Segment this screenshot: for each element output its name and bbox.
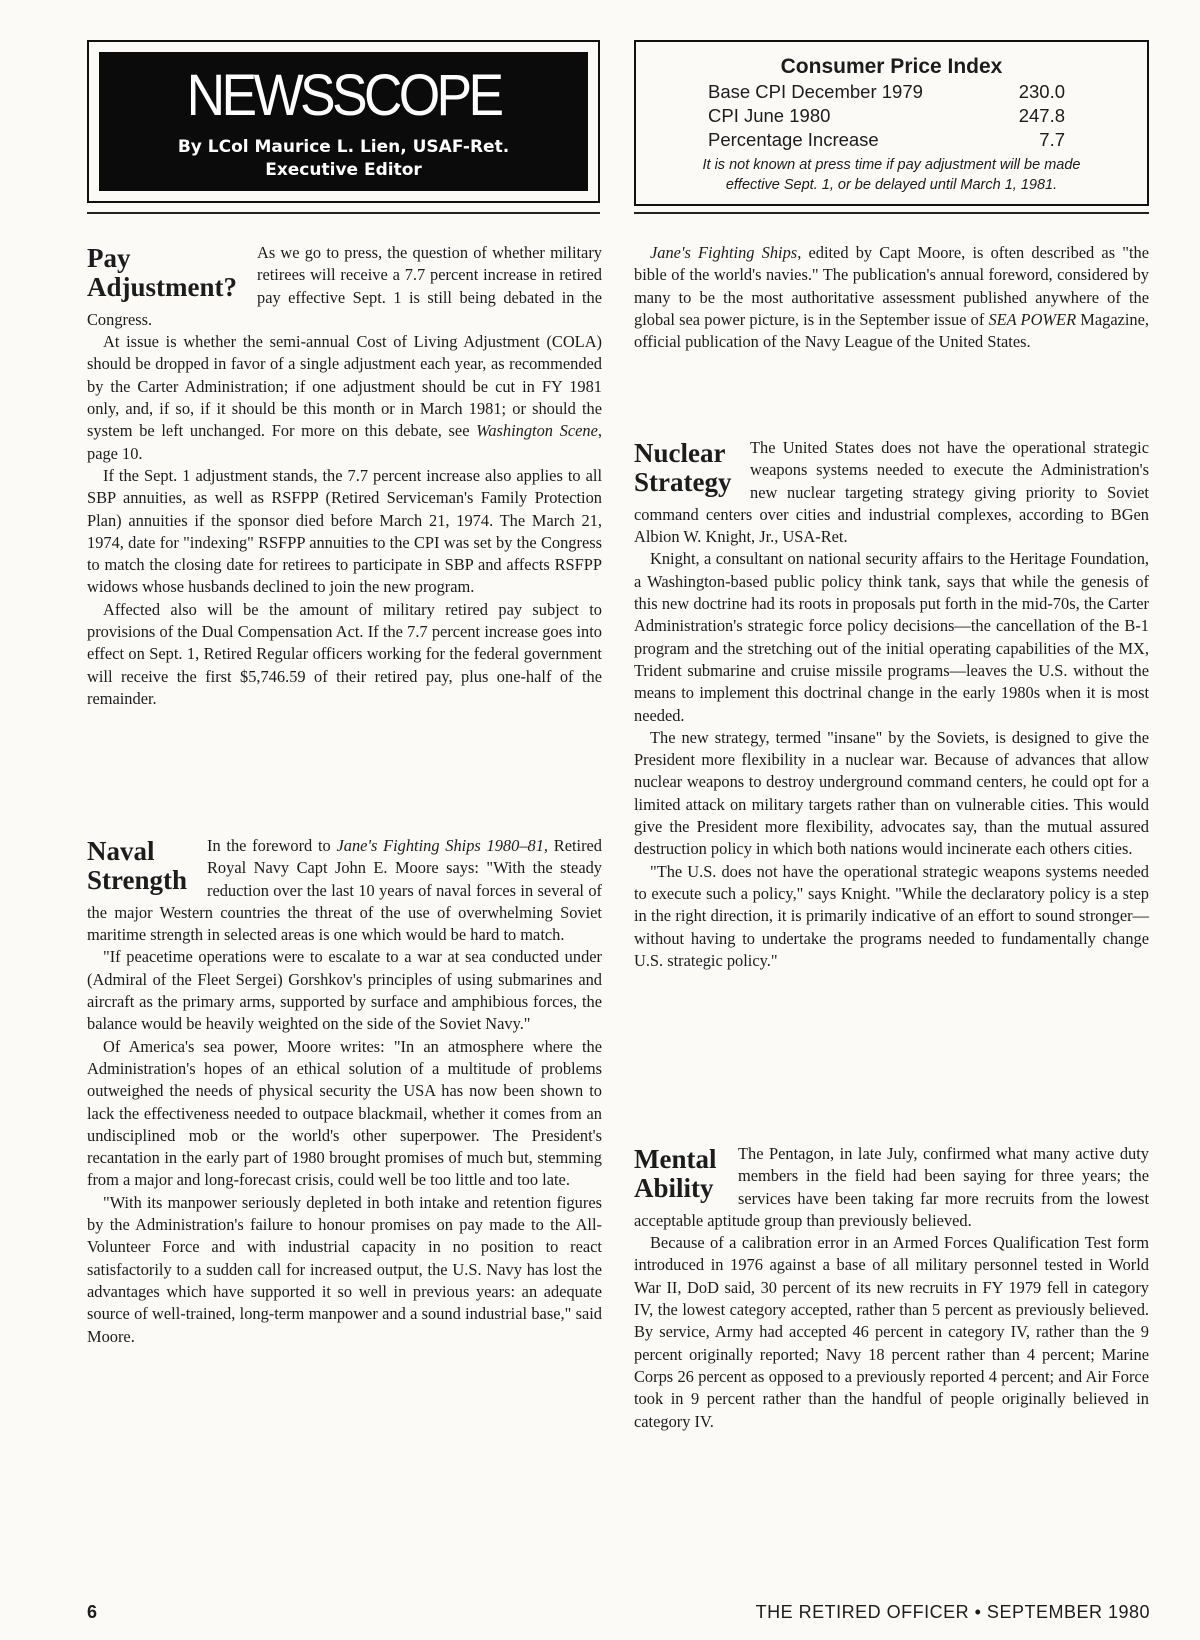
janes-ref: Jane's Fighting Ships	[650, 243, 798, 262]
heading-line: Adjustment?	[87, 272, 238, 302]
cpi-row	[636, 80, 1147, 104]
paragraph: Knight, a consultant on national security affairs to the Heritage Foundation, a Washington-based public policy think tank, says that while the genesis of this new doctrine had its roots in proposals put forth in the mid-70s, the Carter Administration's strategic force policy decisions—the cancellation of the B-1 program and the stretching out of the initial operating capabilities of the MX, Trident submarine and cruise missile programs—leaves the U.S. without the means to implement this doctrinal change in the early 1980s when it is most needed.	[634, 549, 1149, 725]
cpi-row-value: 230.0	[1018, 81, 1065, 102]
paragraph: If the Sept. 1 adjustment stands, the 7.7 percent increase also applies to all SBP annuities, as well as RSFPP (Retired Serviceman's Family Protection Plan) annuities if the sponsor died before March 21, 1974. The March 21, 1974, date for "indexing" RSFPP annuities to the CPI was set by the Congress to match the closing date for retirees to participate in SBP and affects RSFPP widows whose husbands declined to join the new program.	[87, 465, 602, 597]
cpi-note	[636, 155, 1147, 195]
magazine-footer: THE RETIRED OFFICER • SEPTEMBER 1980	[755, 1602, 1150, 1622]
paragraph: The United States does not have the operational strategic weapons systems needed to execute the Administration's new nuclear targeting strategy giving priority to Soviet command centers over cities and industrial complexes, according to BGen Albion W. Knight, Jr., USA-Ret.	[634, 438, 1149, 547]
byline-title: Executive Editor	[265, 160, 422, 180]
paragraph: "With its manpower seriously depleted in both intake and retention figures by the Administration's failure to honour promises on pay made to the All-Volunteer Force and with industrial capacity in no position to react satisfactorily to a sudden call for increased output, the U.S. Navy has lost the advantages which have supported it so well in previous years: an adequate source of well-trained, long-term manpower and a sound industrial base," said Moore.	[87, 1192, 602, 1346]
heading-nuclear-strategy	[634, 437, 750, 497]
heading-mental-ability	[634, 1143, 738, 1203]
paragraph: Jane's Fighting Ships, edited by Capt Moore, is often described as "the bible of the world's navies." The publication's annual foreword, considered by many to be the most authoritative assessment published anywhere of the global sea power picture, is in the September issue of SEA POWER Magazine, official publication of the Navy League of the United States.	[634, 243, 1149, 352]
paragraph: As we go to press, the question of whether military retirees will receive a 7.7 percent increase in retired pay effective Sept. 1 is still being debated in the Congress.	[87, 243, 602, 329]
paragraph: At issue is whether the semi-annual Cost of Living Adjustment (COLA) should be dropped in favor of a single adjustment each year, as recommended by the Carter Administration; if one adjustment should be cut in FY 1981 only, and, if so, if it should be this month or in March 1981; or should the system be left unchanged. For more on this debate, see Washington Scene, page 10.	[87, 332, 602, 463]
heading-line: Strategy	[634, 467, 732, 497]
byline-author: By LCol Maurice L. Lien, USAF-Ret.	[177, 137, 510, 157]
heading-line: Nuclear	[634, 438, 726, 468]
heading-line: Mental	[634, 1144, 717, 1174]
paragraph: "The U.S. does not have the operational strategic weapons systems needed to execute such a policy," says Knight. "While the declaratory policy is a step in the right direction, it is primarily indicative of an effort to sound stronger—without having to undertake the programs needed to fundamentally change U.S. strategic policy."	[634, 861, 1149, 970]
janes-ref: Jane's Fighting Ships 1980–81,	[336, 836, 549, 855]
newsscope-logo: NEWSSCOPE	[186, 63, 501, 128]
page-number: 6	[87, 1602, 98, 1622]
article-mental-ability	[634, 1143, 1149, 1433]
cpi-row-label: CPI June 1980	[708, 105, 831, 126]
paragraph: "If peacetime operations were to escalate to a war at sea conducted under (Admiral of the Fleet Sergei) Gorshkov's principles of using submarines and aircraft as the primary arms, supported by surface and amphibious forces, the balance would be heavily weighted on the side of the Soviet Navy."	[87, 947, 602, 1034]
cpi-title: Consumer Price Index	[780, 55, 1003, 78]
cpi-row-value: 247.8	[1018, 105, 1065, 126]
cpi-row-label: Base CPI December 1979	[708, 81, 923, 102]
cpi-note-line-1: It is not known at press time if pay adjustment will be made	[702, 157, 1081, 173]
cpi-note-line-2: effective Sept. 1, or be delayed until March 1, 1981.	[725, 177, 1058, 193]
article-naval-strength	[87, 835, 602, 1348]
cpi-row	[636, 128, 1147, 152]
heading-line: Naval	[87, 836, 155, 866]
article-pay-adjustment	[87, 242, 602, 710]
paragraph: Because of a calibration error in an Armed Forces Qualification Test form introduced in 1976 against a base of all military personnel tested in World War II, DoD said, 30 percent of its new recruits in FY 1979 fell in category IV, the lowest category accepted, rather than 5 percent as previously believed. By service, Army had accepted 46 percent in category IV, rather than the 9 percent originally reported; Navy 18 percent rather than 4 percent; Marine Corps 26 percent as opposed to a previously reported 4 percent; and Air Force took in 9 percent rather than the handful of people originally believed in category IV.	[634, 1233, 1149, 1431]
heading-line: Pay	[87, 243, 131, 273]
paragraph: The Pentagon, in late July, confirmed what many active duty members in the field had been saying for three years; the services have been taking far more recruits from the lowest acceptable aptitude group than previously believed.	[634, 1144, 1149, 1230]
cpi-row-label: Percentage Increase	[708, 129, 879, 150]
paragraph: Affected also will be the amount of military retired pay subject to provisions of the Dual Compensation Act. If the 7.7 percent increase goes into effect on Sept. 1, Retired Regular officers working for the federal government will receive the first $5,746.59 of their retired pay, plus one-half of the remainder.	[87, 599, 602, 708]
cpi-box	[634, 40, 1149, 206]
heading-line: Strength	[87, 865, 188, 895]
article-nuclear-strategy	[634, 437, 1149, 972]
column-rule-right	[634, 212, 1149, 214]
sea-power-ref: SEA POWER	[988, 309, 1077, 329]
paragraph: Of America's sea power, Moore writes: "In an atmosphere where the Administration's hopes of an ethical solution of a multitude of problems outweighed the needs of physical security the USA has now been shown to lack the effectiveness needed to outpace blackmail, whether it comes from an undisciplined mob or the world's other superpower. The President's recantation in the early part of 1980 brought promises of much but, stemming from a major and long-forecast crisis, could well be too little and too late.	[87, 1036, 602, 1190]
newsscope-masthead	[87, 40, 600, 203]
heading-line: Ability	[634, 1173, 714, 1203]
paragraph: The new strategy, termed "insane" by the Soviets, is designed to give the President more flexibility in a nuclear war. Because of advances that allow nuclear weapons to destroy underground command centers, he could opt for a limited attack on military targets rather than on vulnerable cities. This would give the President more flexibility, advocates say, than the mutual assured destruction policy in which both nations would incinerate each others cities.	[634, 727, 1149, 859]
column-rule-left	[87, 212, 600, 214]
paragraph: In the foreword to Jane's Fighting Ships 1980–81, Retired Royal Navy Capt John E. Moore says: "With the steady reduction over the last 10 years of naval forces in several of the major Western countries the threat of the use of overwhelming Soviet maritime strength in selected areas is one which would be hard to match.	[87, 836, 603, 945]
masthead-black-panel	[99, 52, 588, 191]
article-janes-continuation	[634, 242, 1149, 353]
cpi-row	[636, 104, 1147, 128]
washington-scene-ref: Washington Scene	[476, 421, 598, 441]
heading-naval-strength	[87, 835, 207, 895]
heading-pay-adjustment	[87, 242, 257, 302]
cpi-row-value: 7.7	[1039, 129, 1065, 150]
